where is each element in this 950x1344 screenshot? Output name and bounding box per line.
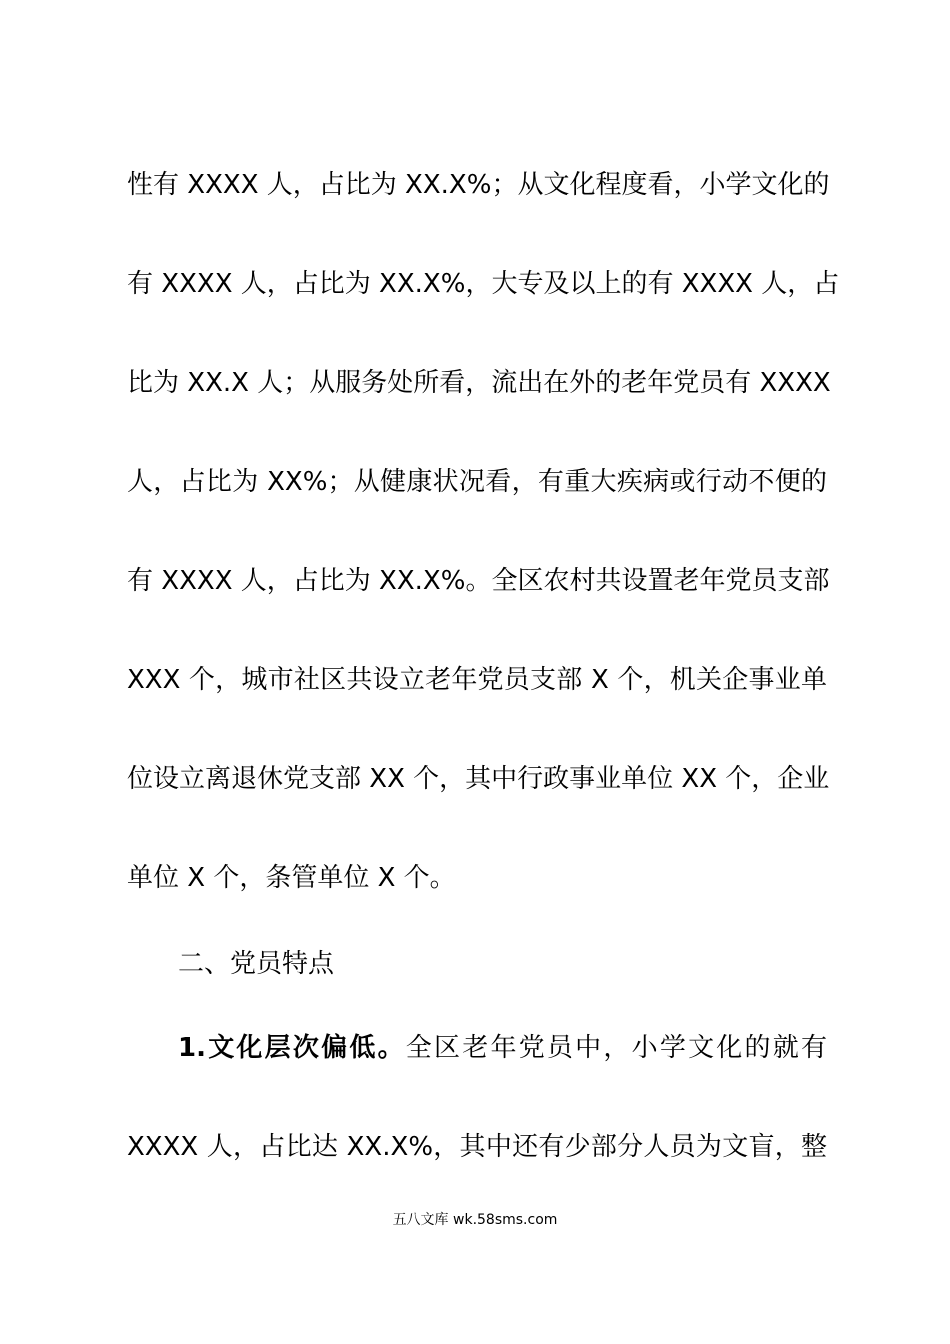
body-line-7: 位设立离退休党支部 XX 个，其中行政事业单位 XX 个，企业 — [127, 764, 830, 794]
body-line-3: 比为 XX.X 人；从服务处所看，流出在外的老年党员有 XXXX — [127, 368, 831, 398]
body-line-2: 有 XXXX 人，占比为 XX.X%，大专及以上的有 XXXX 人，占 — [127, 269, 840, 299]
item1-title: 1.文化层次偏低。 — [178, 1033, 406, 1063]
item1-text: 全区老年党员中，小学文化的就有 — [405, 1033, 827, 1063]
body-line-5: 有 XXXX 人，占比为 XX.X%。全区农村共设置老年党员支部 — [127, 566, 830, 596]
footer-watermark: 五八文库 wk.58sms.com — [392, 1212, 558, 1228]
section-heading: 二、党员特点 — [178, 949, 335, 979]
item1-first-line — [178, 1032, 827, 1064]
body-line-4: 人，占比为 XX%；从健康状况看，有重大疾病或行动不便的 — [127, 467, 827, 497]
body-line-1: 性有 XXXX 人，占比为 XX.X%；从文化程度看，小学文化的 — [127, 170, 830, 200]
item1-line-2: XXXX 人，占比达 XX.X%，其中还有少部分人员为文盲，整 — [127, 1132, 827, 1162]
body-line-6: XXX 个，城市社区共设立老年党员支部 X 个，机关企事业单 — [127, 665, 827, 695]
body-line-8: 单位 X 个，条管单位 X 个。 — [127, 863, 456, 893]
